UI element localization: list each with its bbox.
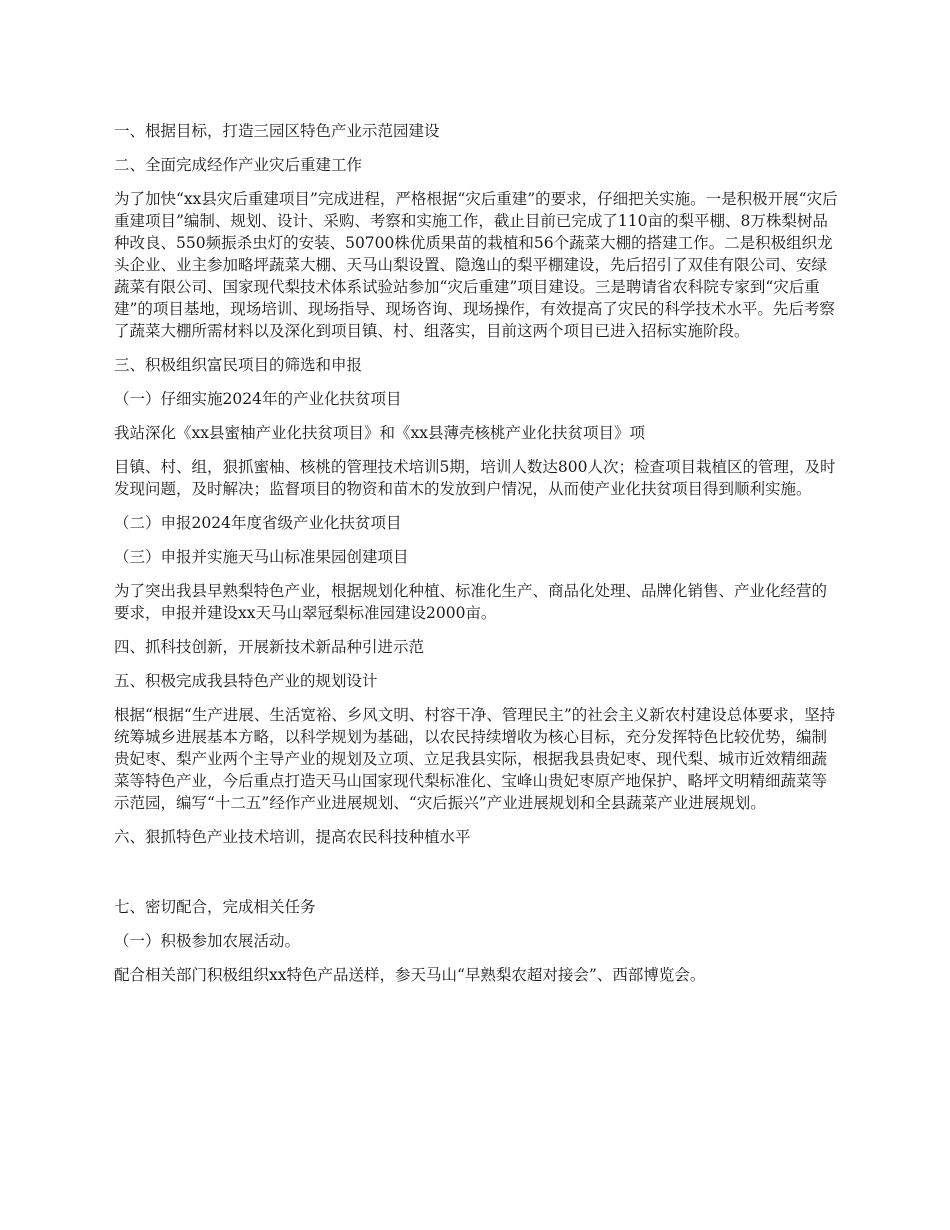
subsection-heading-7-1: （一）积极参加农展活动。 bbox=[114, 932, 301, 950]
section-heading-2: 二、全面完成经作产业灾后重建工作 bbox=[114, 156, 363, 174]
subsection-heading-3-2: （二）申报2024年度省级产业化扶贫项目 bbox=[114, 514, 402, 532]
body-paragraph-planning: 根据“根据“生产进展、生活宽裕、乡风文明、村容干净、管理民主”的社会主义新农村建设总体要求，坚持统筹城乡进展基本方略，以科学规划为基础，以农民持续增收为核心目标，充分发挥特色比较优势，编制贵妃枣、梨产业两个主导产业的规划及立项、立足我县实际，根据我县贵妃枣、现代梨、城市近效精细蔬菜等特色产业，今后重点打造天马山国家现代梨标准化、宝峰山贵妃枣原产地保护、略坪文明精细蔬菜等示范园，编写“十二五”经作产业进展规划、“灾后振兴”产业进展规划和全县蔬菜产业进展规划。 bbox=[114, 706, 836, 812]
section-heading-6: 六、狠抓特色产业技术培训，提高农民科技种植水平 bbox=[114, 828, 471, 846]
body-paragraph-exhibition: 配合相关部门积极组织xx特色产品送样，参天马山“早熟梨农超对接会”、西部博览会。 bbox=[114, 966, 706, 984]
section-heading-3: 三、积极组织富民项目的筛选和申报 bbox=[114, 356, 363, 374]
subsection-heading-3-1: （一）仔细实施2024年的产业化扶贫项目 bbox=[114, 390, 402, 408]
subsection-heading-3-3: （三）申报并实施天马山标准果园创建项目 bbox=[114, 548, 409, 566]
section-heading-5: 五、积极完成我县特色产业的规划设计 bbox=[114, 672, 378, 690]
body-paragraph-training: 目镇、村、组，狠抓蜜柚、核桃的管理技术培训5期，培训人数达800人次；检查项目栽植区的管理，及时发现问题，及时解决；监督项目的物资和苗木的发放到户情况，从而使产业化扶贫项目得到顺利实施。 bbox=[114, 458, 836, 498]
section-heading-7: 七、密切配合，完成相关任务 bbox=[114, 898, 316, 916]
body-paragraph-reconstruction: 为了加快“xx县灾后重建项目”完成进程，严格根据“灾后重建”的要求，仔细把关实施。一是积极开展“灾后重建项目”编制、规划、设计、采购、考察和实施工作，截止目前已完成了110亩的梨平棚、8万株梨树品种改良、550频振杀虫灯的安装、50700株优质果苗的栽植和56个蔬菜大棚的搭建工作。二是积极组织龙头企业、业主参加略坪蔬菜大棚、天马山梨设置、隐逸山的梨平棚建设，先后招引了双佳有限公司、安绿蔬菜有限公司、国家现代梨技术体系试验站参加“灾后重建”项目建设。三是聘请省农科院专家到“灾后重建”的项目基地，现场培训、现场指导、现场咨询、现场操作，有效提高了灾民的科学技术水平。先后考察了蔬菜大棚所需材料以及深化到项目镇、村、组落实，目前这两个项目已进入招标实施阶段。 bbox=[114, 190, 838, 340]
body-paragraph-poverty-project: 我站深化《xx县蜜柚产业化扶贫项目》和《xx县薄壳核桃产业化扶贫项目》项 bbox=[114, 424, 645, 442]
paragraph-gap bbox=[114, 860, 839, 896]
section-heading-4: 四、抓科技创新，开展新技术新品种引进示范 bbox=[114, 638, 425, 656]
document-page bbox=[114, 120, 839, 998]
section-heading-1: 一、根据目标，打造三园区特色产业示范园建设 bbox=[114, 122, 440, 140]
body-paragraph-standard-orchard: 为了突出我县早熟梨特色产业，根据规划化种植、标准化生产、商品化处理、品牌化销售、产业化经营的要求，申报并建设xx天马山翠冠梨标准园建设2000亩。 bbox=[114, 582, 828, 622]
